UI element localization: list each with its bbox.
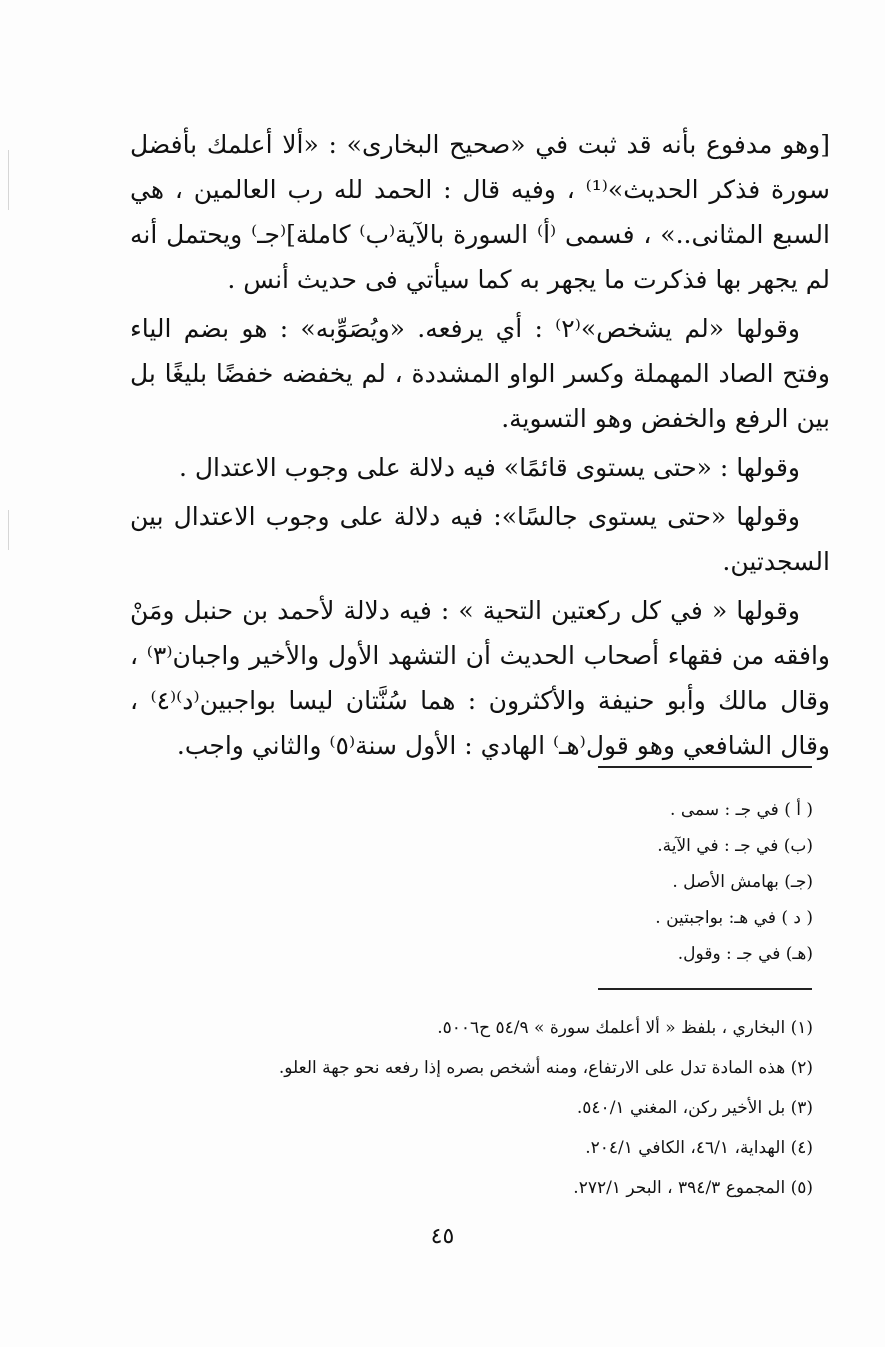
paragraph-3: وقولها : «حتى يستوى قائمًا» فيه دلالة على وجوب الاعتدال . (178, 453, 800, 482)
footnote-divider-top (598, 766, 812, 768)
footnote: (٢) هذه المادة تدل على الارتفاع، ومنه أشخص بصره إذا رفعه نحو جهة العلو. (278, 1058, 813, 1078)
paragraph-2: وقولها «لم يشخص»⁽٢⁾ : أي يرفعه. «ويُصَوِّبه» : هو بضم الياء وفتح الصاد المهملة وكسر الواو المشددة ، لم يخفضه خفضًا بليغًا بل بين الرفع والخفض وهو التسوية. (130, 314, 830, 433)
variant-note: (جـ) بهامش الأصل . (672, 872, 813, 892)
footnote: (٣) بل الأخير ركن، المغني ٥٤٠/١. (576, 1098, 813, 1118)
variant-note: (ب) في جـ : في الآية. (657, 836, 813, 856)
paragraph-1: [وهو مدفوع بأنه قد ثبت في «صحيح البخارى» : «ألا أعلمك بأفضل سورة فذكر الحديث»⁽¹⁾ ، وفيه قال : الحمد لله رب العالمين ، هي السبع المثانى..» ، فسمى ⁽أ⁾ السورة بالآية⁽ب⁾ كاملة]⁽جـ⁾ ويحتمل أنه لم يجهر بها فذكرت ما يجهر به كما سيأتي فى حديث أنس . (130, 130, 830, 294)
footnote: (٤) الهداية، ٤٦/١، الكافي ٢٠٤/١. (585, 1138, 813, 1158)
main-text (130, 122, 830, 772)
footnotes (53, 1008, 813, 1208)
variant-note: ( د ) في هـ: بواجبتين . (655, 908, 813, 928)
scan-edge-mark (8, 510, 9, 550)
page-number: ٤٥ (430, 1224, 455, 1249)
footnote-divider-bottom (598, 988, 812, 990)
footnote: (٥) المجموع ٣٩٤/٣ ، البحر ٢٧٢/١. (573, 1178, 813, 1198)
paragraph-5: وقولها « في كل ركعتين التحية » : فيه دلالة لأحمد بن حنبل ومَنْ وافقه من فقهاء أصحاب الحديث أن التشهد الأول والأخير واجبان⁽٣⁾ ، وقال مالك وأبو حنيفة والأكثرون : هما سُنَّتان ليسا بواجبين⁽د⁾⁽٤⁾ ، وقال الشافعي وهو قول⁽هـ⁾ الهادي : الأول سنة⁽٥⁾ والثاني واجب. (130, 596, 831, 760)
variant-note: ( أ ) في جـ : سمى . (670, 800, 813, 820)
variant-note: (هـ) في جـ : وقول. (677, 944, 813, 964)
paragraph-4: وقولها «حتى يستوى جالسًا»: فيه دلالة على وجوب الاعتدال بين السجدتين. (130, 502, 830, 576)
variant-notes (313, 792, 813, 972)
scan-edge-mark (8, 150, 9, 210)
footnote: (١) البخاري ، بلفظ « ألا أعلمك سورة » ٥٤/٩ ح٥٠٠٦. (437, 1018, 813, 1038)
